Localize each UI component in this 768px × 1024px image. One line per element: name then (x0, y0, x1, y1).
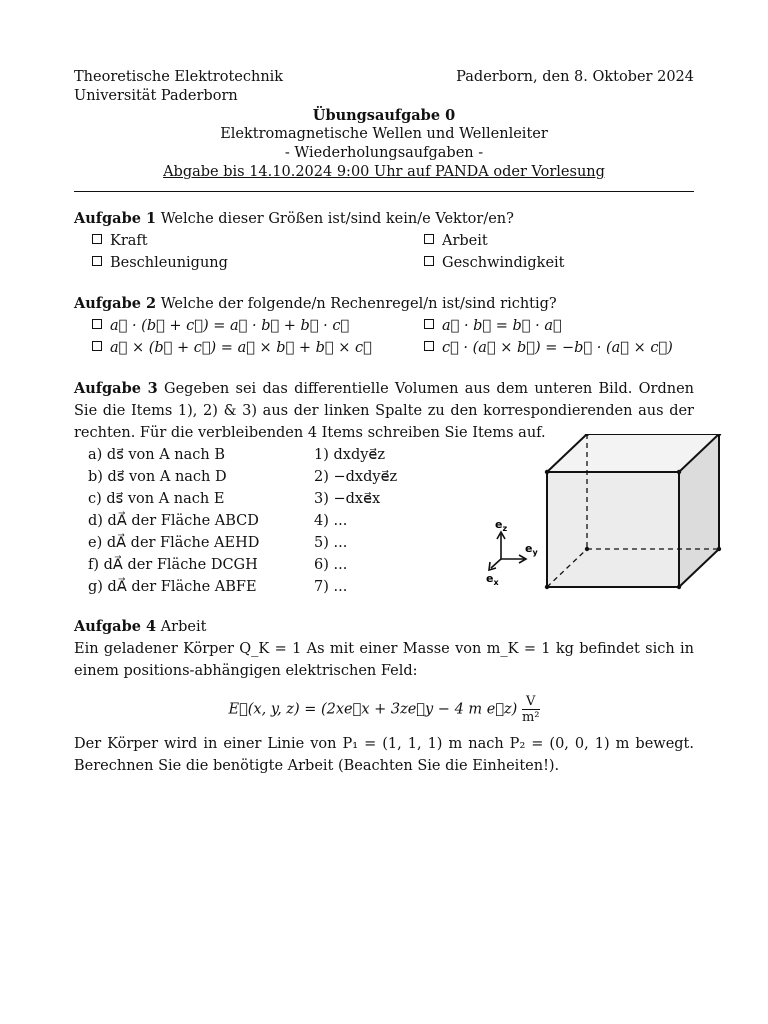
course-title: Elektromagnetische Wellen und Wellenleiter (220, 126, 548, 142)
checkbox-icon[interactable] (424, 256, 434, 266)
list-item: 1) dxdye⃗z (314, 447, 385, 463)
list-item: d) dA⃗ der Fläche ABCD (88, 513, 259, 529)
checkbox-option[interactable]: Kraft (92, 230, 424, 252)
task-1 (74, 208, 694, 274)
task-2-question: Welche der folgende/n Rechenregel/n ist/sind richtig? (160, 296, 557, 312)
checkbox-option[interactable]: a⃗ × (b⃗ + c⃗) = a⃗ × b⃗ + b⃗ × c⃗ (92, 337, 424, 359)
checkbox-option[interactable]: Arbeit (424, 230, 712, 252)
formula-unit: $\frac{V}{\text{m²}}$ (521, 694, 540, 725)
task-4-heading: Arbeit (160, 619, 207, 635)
deadline-text: Abgabe bis 14.10.2024 9:00 Uhr auf PANDA oder Vorlesung (163, 164, 605, 180)
checkbox-option[interactable]: Geschwindigkeit (424, 252, 712, 274)
checkbox-option[interactable]: a⃗ · (b⃗ + c⃗) = a⃗ · b⃗ + b⃗ · c⃗ (92, 315, 424, 337)
checkbox-icon[interactable] (92, 256, 102, 266)
checkbox-icon[interactable] (424, 319, 434, 329)
matching-items (74, 444, 694, 594)
checkbox-option[interactable]: a⃗ · b⃗ = b⃗ · a⃗ (424, 315, 712, 337)
task-4-text-1: Ein geladener Körper Q_K = 1 As mit einer Masse von m_K = 1 kg befindet sich in einem positions-abhängigen elektrischen Feld: (74, 641, 694, 679)
list-item: 5) ... (314, 535, 348, 551)
list-item: a) ds⃗ von A nach B (88, 447, 226, 463)
axis-label-ex: $e_x$ (486, 572, 499, 587)
header-row (74, 68, 694, 87)
checkbox-option[interactable]: Beschleunigung (92, 252, 424, 274)
date-line: Paderborn, den 8. Oktober 2024 (456, 69, 694, 85)
cube-diagram (479, 434, 729, 594)
field-formula (74, 694, 694, 725)
task-2-label: Aufgabe 2 (74, 295, 157, 312)
list-item: 7) ... (314, 579, 348, 595)
axes-icon (489, 532, 526, 570)
axis-label-ez: $e_z$ (495, 518, 508, 533)
checkbox-icon[interactable] (92, 341, 102, 351)
task-4-label: Aufgabe 4 (74, 618, 157, 635)
task-1-question: Welche dieser Größen ist/sind kein/e Vektor/en? (160, 211, 514, 227)
task-4 (74, 616, 694, 777)
sheet-title: Übungsaufgabe 0 (312, 107, 456, 124)
right-column (314, 444, 397, 598)
task-3 (74, 378, 694, 594)
sheet-subtitle: - Wiederholungsaufgaben - (284, 145, 484, 161)
list-item: f) dA⃗ der Fläche DCGH (88, 557, 258, 573)
task-3-label: Aufgabe 3 (74, 380, 158, 397)
list-item: e) dA⃗ der Fläche AEHD (88, 535, 260, 551)
task-1-label: Aufgabe 1 (74, 210, 157, 227)
header-row-2 (74, 87, 694, 106)
checkbox-option[interactable]: c⃗ · (a⃗ × b⃗) = −b⃗ · (a⃗ × c⃗) (424, 337, 712, 359)
task-3-text: Gegeben sei das differentielle Volumen aus dem unteren Bild. Ordnen Sie die Items 1), 2) & 3) aus der linken Spalte zu den korrespondierenden aus der rechten. Für die verbleibenden 4 Items schreiben Sie Items auf. (74, 381, 694, 441)
checkbox-icon[interactable] (424, 234, 434, 244)
list-item: 4) ... (314, 513, 348, 529)
list-item: g) dA⃗ der Fläche ABFE (88, 579, 257, 595)
list-item: b) ds⃗ von A nach D (88, 469, 227, 485)
cube-front-face (547, 472, 679, 587)
checkbox-icon[interactable] (92, 319, 102, 329)
institute-name: Theoretische Elektrotechnik (74, 69, 284, 85)
checkbox-icon[interactable] (424, 341, 434, 351)
list-item: c) ds⃗ von A nach E (88, 491, 225, 507)
list-item: 3) −dxe⃗x (314, 491, 381, 507)
document-page (74, 68, 694, 777)
task-4-text-2: Der Körper wird in einer Linie von P₁ = (1, 1, 1) m nach P₂ = (0, 0, 1) m bewegt. Berechnen Sie die benötigte Arbeit (Beachten Sie die Einheiten!). (74, 736, 694, 774)
list-item: 2) −dxdye⃗z (314, 469, 398, 485)
task-2 (74, 293, 694, 359)
divider (74, 191, 694, 192)
axis-label-ey: $e_y$ (525, 542, 538, 557)
left-column (88, 444, 259, 598)
formula-lhs: E⃗(x, y, z) = (2xe⃗x + 3ze⃗y − 4 m e⃗z) (228, 701, 518, 718)
university-name: Universität Paderborn (74, 88, 238, 104)
checkbox-icon[interactable] (92, 234, 102, 244)
list-item: 6) ... (314, 557, 348, 573)
